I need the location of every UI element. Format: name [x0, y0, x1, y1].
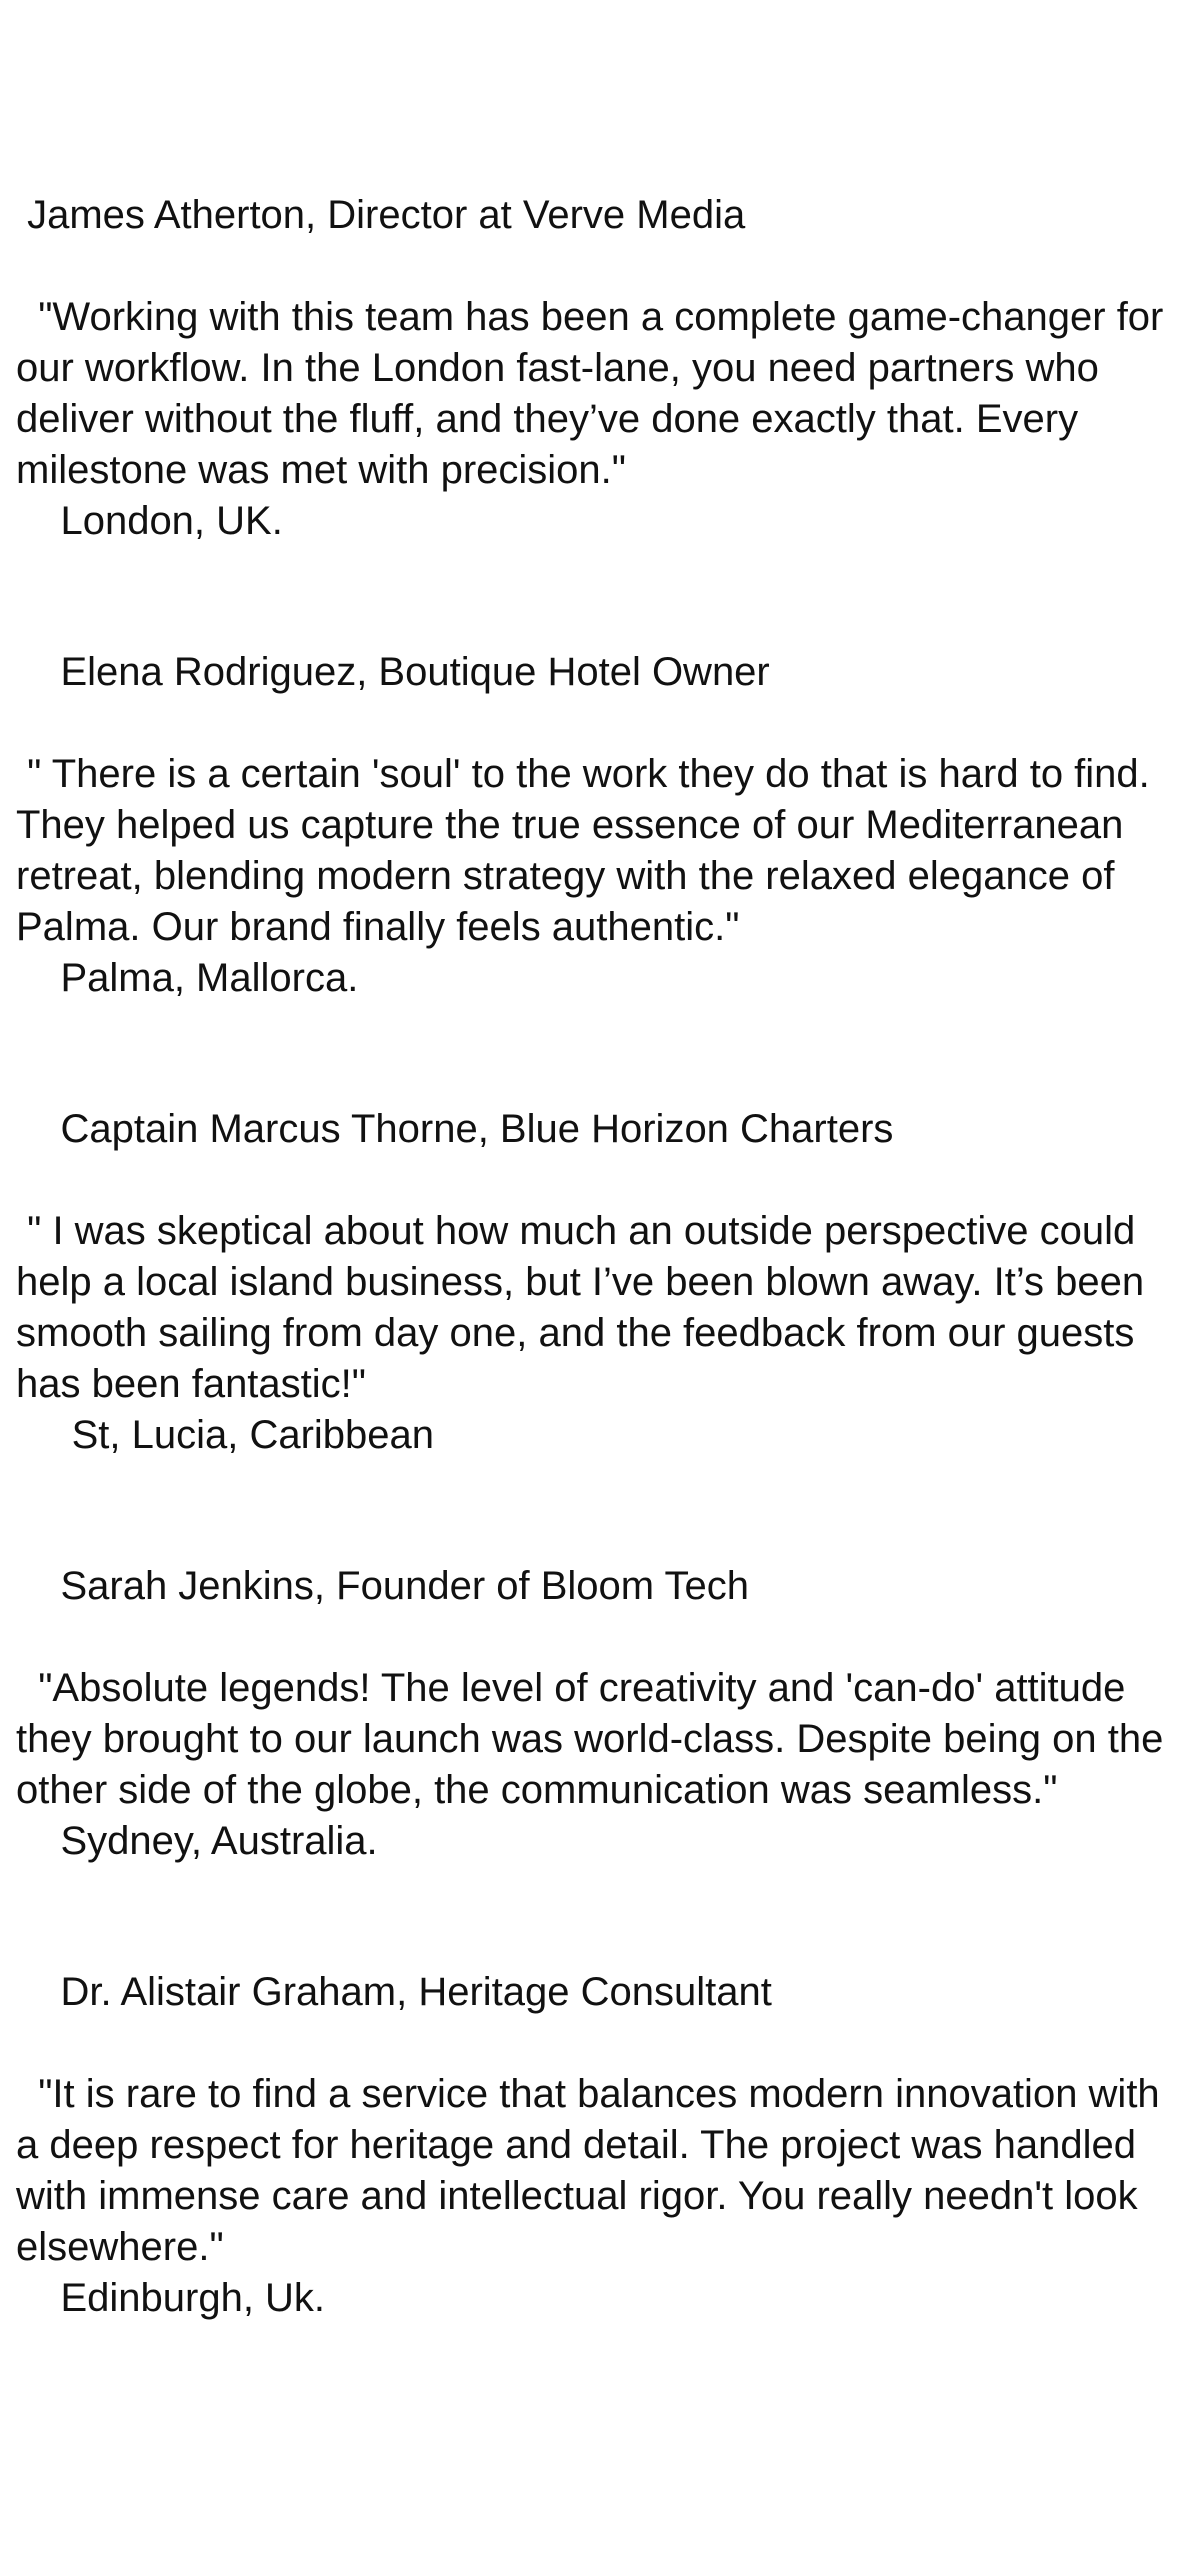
testimonial-alistair-graham	[16, 1967, 1171, 2324]
testimonial-author: Dr. Alistair Graham, Heritage Consultant	[16, 1970, 772, 2014]
testimonial-quote: "It is rare to find a service that balances modern innovation with a deep respect for heritage and detail. The project was handled with immense care and intellectual rigor. You really needn't look elsewhere."	[16, 2072, 1171, 2269]
testimonial-location: St, Lucia, Caribbean	[16, 1413, 435, 1457]
testimonial-quote: "Absolute legends! The level of creativity and 'can-do' attitude they brought to our launch was world-class. Despite being on the other side of the globe, the communication was seamless."	[16, 1666, 1175, 1812]
testimonial-author: James Atherton, Director at Verve Media	[16, 193, 746, 237]
testimonial-location: London, UK.	[16, 499, 283, 543]
testimonial-author: Captain Marcus Thorne, Blue Horizon Charters	[16, 1107, 894, 1151]
testimonials-section	[16, 190, 1175, 2424]
testimonial-sarah-jenkins	[16, 1561, 1175, 1867]
testimonial-author: Elena Rodriguez, Boutique Hotel Owner	[16, 650, 770, 694]
testimonial-quote: " I was skeptical about how much an outside perspective could help a local island business, but I’ve been blown away. It’s been smooth sailing from day one, and the feedback from our guests has been fantastic!"	[16, 1209, 1156, 1406]
testimonial-elena-rodriguez	[16, 647, 1166, 1004]
testimonial-james-atherton	[16, 190, 1175, 547]
testimonial-location: Edinburgh, Uk.	[16, 2276, 326, 2320]
testimonial-quote: "Working with this team has been a complete game-changer for our workflow. In the London fast-lane, you need partners who deliver without the fluff, and they’ve done exactly that. Every milestone was met with precision."	[16, 295, 1175, 492]
testimonial-location: Sydney, Australia.	[16, 1819, 378, 1863]
testimonial-author: Sarah Jenkins, Founder of Bloom Tech	[16, 1564, 749, 1608]
testimonial-location: Palma, Mallorca.	[16, 956, 359, 1000]
testimonial-marcus-thorne	[16, 1104, 1166, 1461]
testimonial-quote: " There is a certain 'soul' to the work they do that is hard to find. They helped us capture the true essence of our Mediterranean retreat, blending modern strategy with the relaxed elegance of Palma. Our brand finally feels authentic."	[16, 752, 1161, 949]
